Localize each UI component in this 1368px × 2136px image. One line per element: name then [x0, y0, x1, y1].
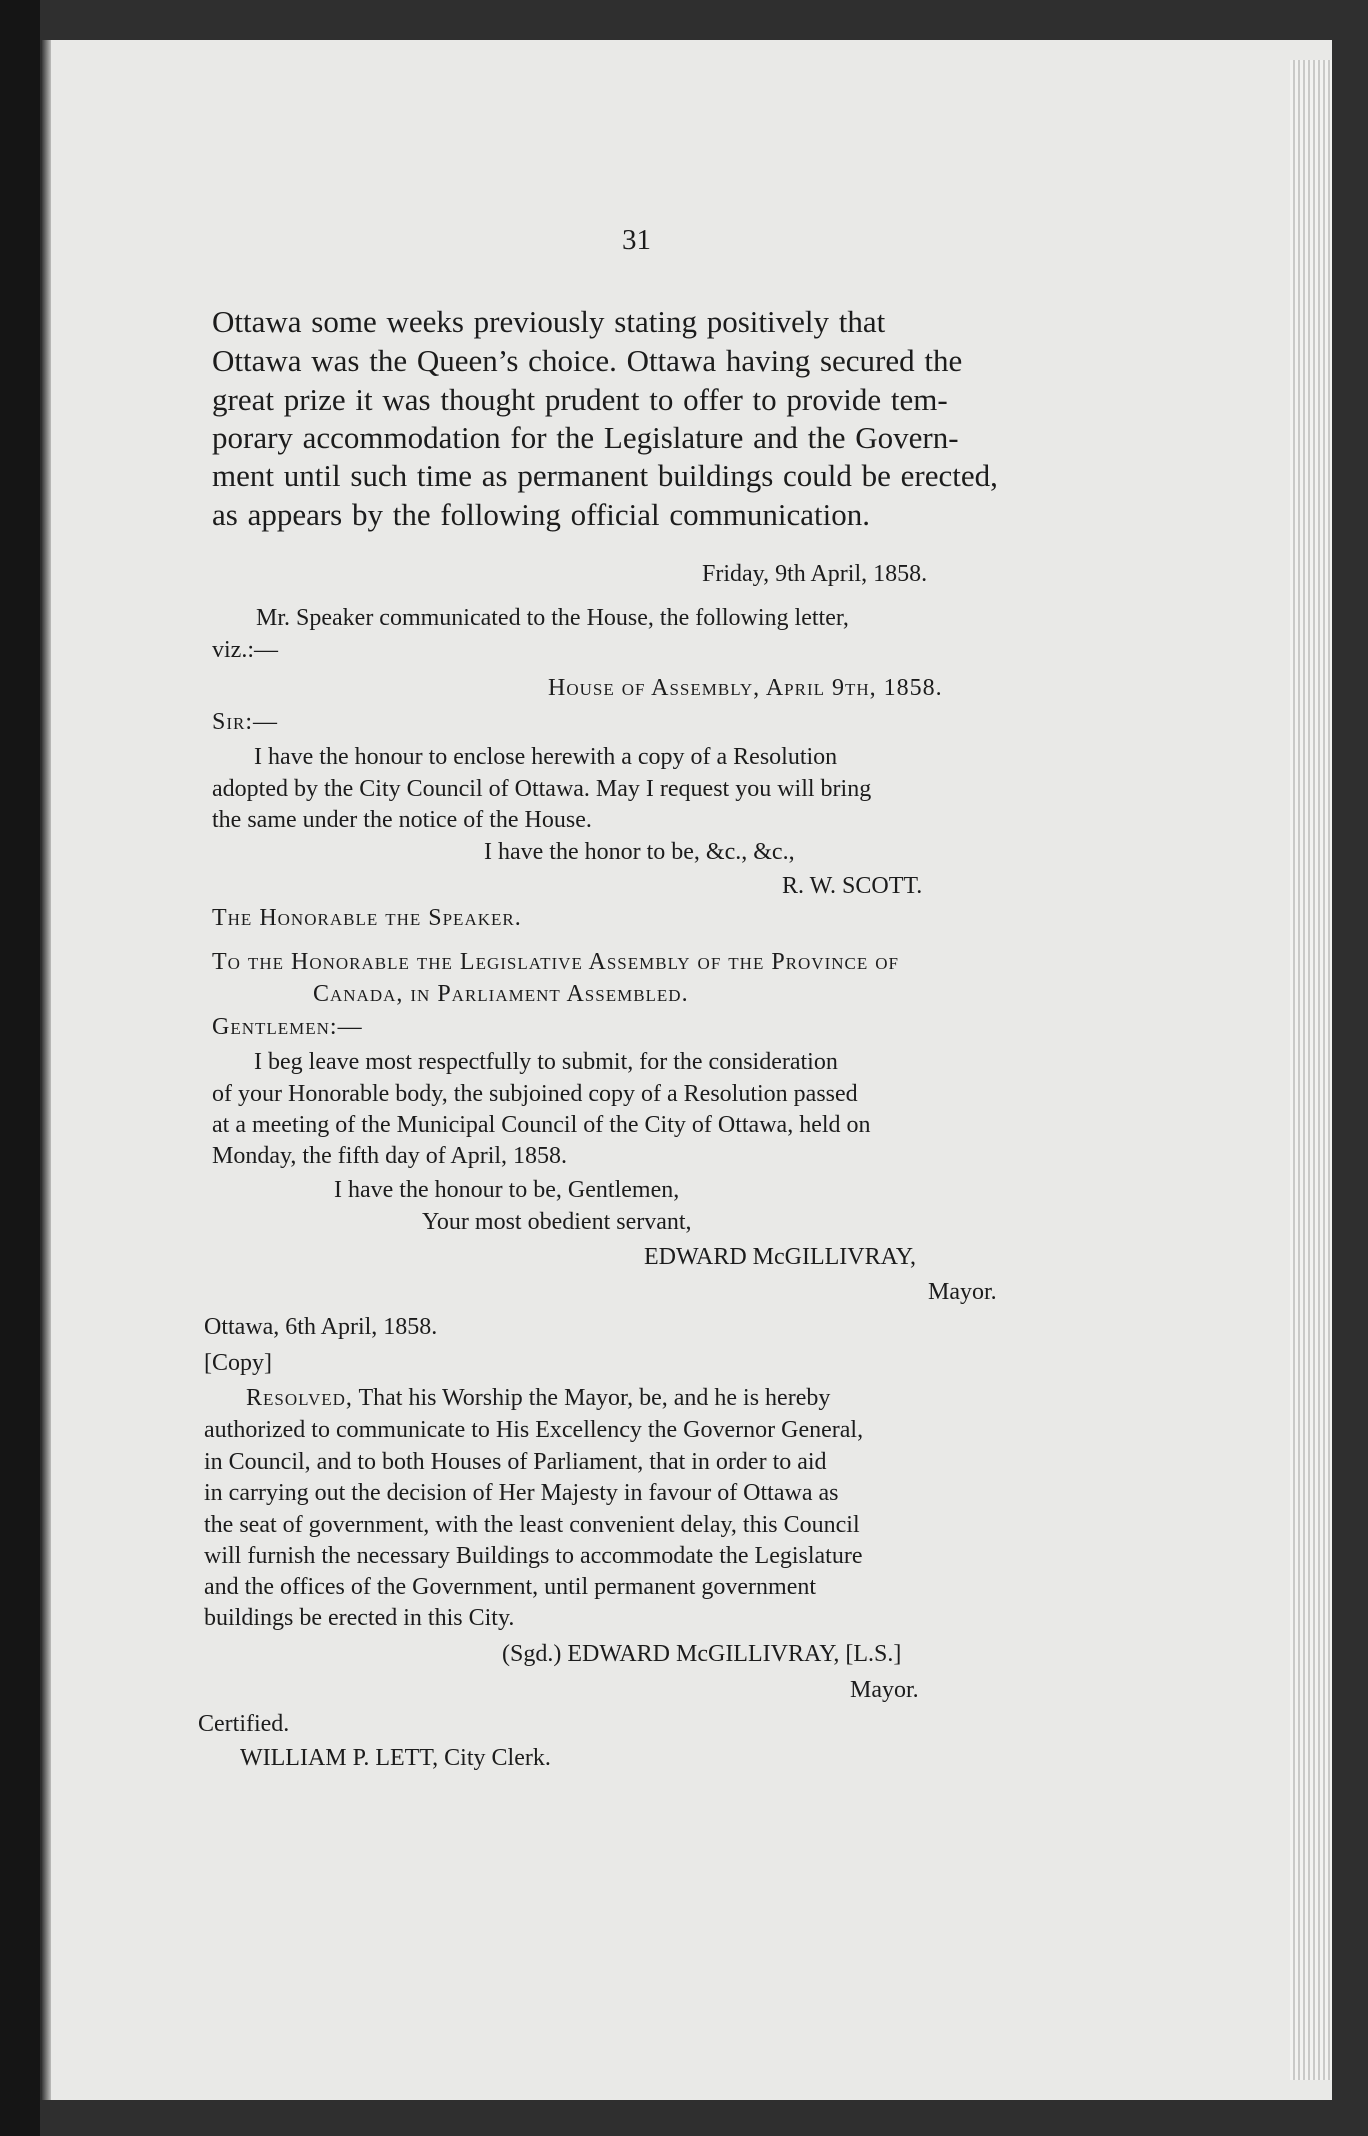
- journal-date: Friday, 9th April, 1858.: [702, 561, 928, 587]
- intro-line: Ottawa was the Queen’s choice. Ottawa having secured the: [212, 343, 963, 378]
- letter-addressee: The Honorable the Speaker.: [212, 905, 522, 931]
- intro-line: Ottawa some weeks previously stating positively that: [212, 304, 886, 339]
- mayor-title: Mayor.: [928, 1279, 997, 1305]
- resolution-title: Mayor.: [850, 1677, 919, 1703]
- letter-closing: I have the honor to be, &c., &c.,: [484, 839, 795, 865]
- intro-line: great prize it was thought prudent to offer to provide tem-: [212, 382, 948, 417]
- resolution-first-line: [246, 1386, 830, 1410]
- mayor-closing: Your most obedient servant,: [422, 1209, 692, 1235]
- resolution-body-line: in Council, and to both Houses of Parliament, that in order to aid: [204, 1449, 827, 1475]
- resolution-lead-word: Resolved,: [246, 1385, 353, 1411]
- mayor-place-date: Ottawa, 6th April, 1858.: [204, 1314, 438, 1340]
- letter-heading: [548, 676, 943, 700]
- resolution-body-line: in carrying out the decision of Her Majesty in favour of Ottawa as: [204, 1480, 839, 1506]
- mayor-body-line: Monday, the fifth day of April, 1858.: [212, 1143, 568, 1169]
- mayor-closing: I have the honour to be, Gentlemen,: [334, 1177, 680, 1203]
- mayor-body-line: of your Honorable body, the subjoined copy of a Resolution passed: [212, 1081, 858, 1107]
- copy-mark: [Copy]: [204, 1350, 272, 1376]
- mayor-salutation: Gentlemen:—: [212, 1014, 363, 1040]
- letter-signature: R. W. SCOTT.: [782, 873, 923, 899]
- city-clerk-signature: WILLIAM P. LETT, City Clerk.: [240, 1745, 551, 1771]
- resolution-body-line: buildings be erected in this City.: [204, 1605, 515, 1631]
- resolution-first-line-rest: That his Worship the Mayor, be, and he is hereby: [352, 1385, 831, 1411]
- book-page: [42, 40, 1332, 2100]
- letter-body-line: I have the honour to enclose herewith a copy of a Resolution: [254, 744, 838, 770]
- page-text: [42, 40, 1332, 2100]
- letter-salutation: Sir:—: [212, 709, 279, 735]
- intro-line: ment until such time as permanent buildings could be erected,: [212, 458, 998, 493]
- resolution-body-line: will furnish the necessary Buildings to accommodate the Legislature: [204, 1543, 863, 1569]
- letter-body-line: adopted by the City Council of Ottawa. May I request you will bring: [212, 776, 872, 802]
- mayor-address-line: Canada, in Parliament Assembled.: [313, 981, 689, 1007]
- mayor-body-line: I beg leave most respectfully to submit, for the consideration: [254, 1049, 838, 1075]
- intro-line: porary accommodation for the Legislature and the Govern-: [212, 420, 959, 455]
- speaker-line: viz.:—: [212, 637, 278, 663]
- resolution-body-line: the seat of government, with the least convenient delay, this Council: [204, 1512, 860, 1538]
- resolution-body-line: authorized to communicate to His Excellency the Governor General,: [204, 1417, 864, 1443]
- resolution-body-line: and the offices of the Government, until permanent government: [204, 1574, 817, 1600]
- mayor-address-line: To the Honorable the Legislative Assembly of the Province of: [212, 949, 899, 975]
- mayor-signature: EDWARD McGILLIVRAY,: [644, 1244, 916, 1270]
- letter-body-line: the same under the notice of the House.: [212, 807, 592, 833]
- mayor-body-line: at a meeting of the Municipal Council of the City of Ottawa, held on: [212, 1112, 871, 1138]
- letter-heading-text: House of Assembly, April 9th, 1858.: [548, 675, 943, 701]
- intro-line: as appears by the following official communication.: [212, 497, 870, 532]
- scan-background-left: [0, 0, 40, 2136]
- resolution-signature: (Sgd.) EDWARD McGILLIVRAY, [L.S.]: [502, 1641, 902, 1667]
- speaker-line: Mr. Speaker communicated to the House, the following letter,: [256, 605, 849, 631]
- page-number: 31: [622, 224, 651, 256]
- certified-label: Certified.: [198, 1711, 290, 1737]
